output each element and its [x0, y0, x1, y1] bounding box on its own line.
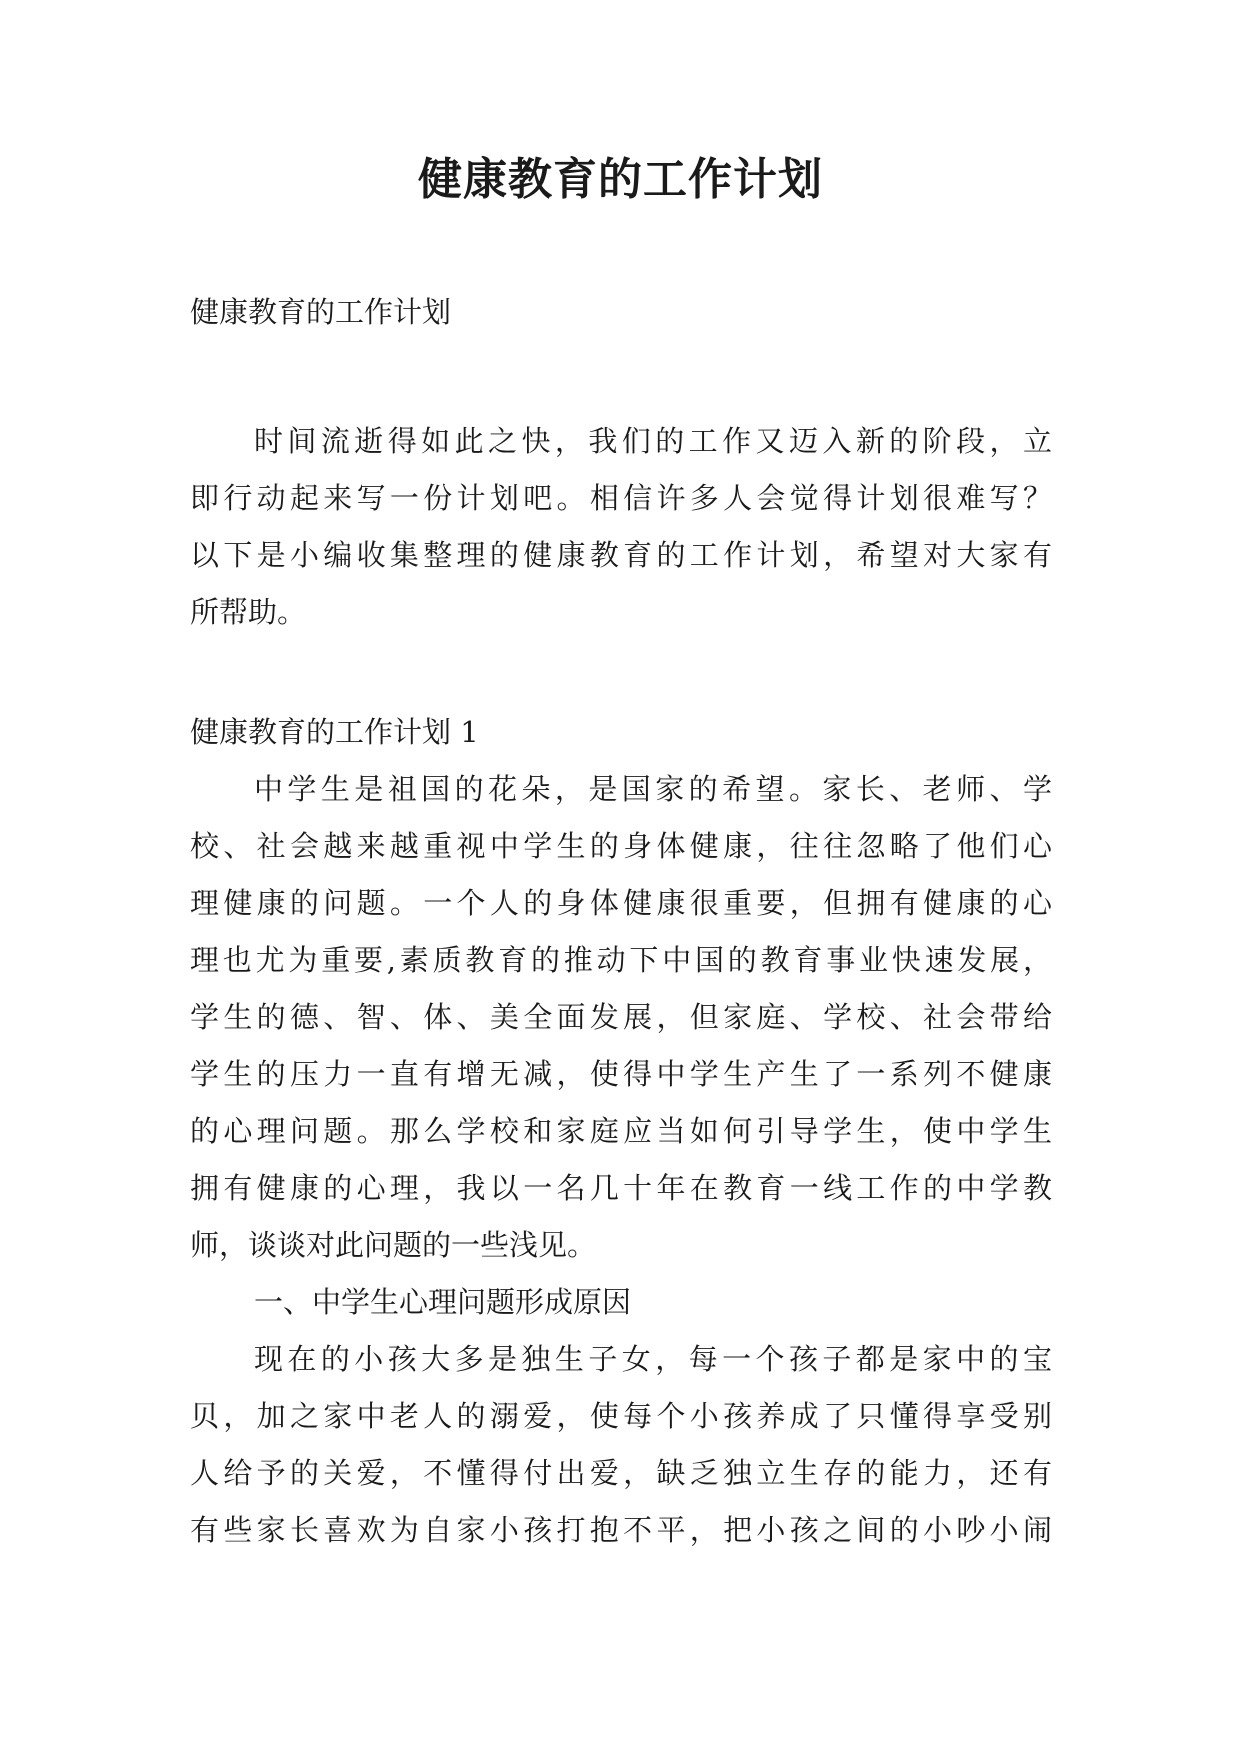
document-title: 健康教育的工作计划: [418, 154, 823, 205]
point-heading: 一、中学生心理问题形成原因: [254, 1285, 632, 1319]
paragraph-line: 学生的德、智、体、美全面发展，但家庭、学校、社会带给: [190, 1000, 1052, 1034]
paragraph-line: 理健康的问题。一个人的身体健康很重要，但拥有健康的心: [190, 886, 1052, 920]
paragraph-line: 人给予的关爱，不懂得付出爱，缺乏独立生存的能力，还有: [190, 1456, 1052, 1490]
paragraph-line: 即行动起来写一份计划吧。相信许多人会觉得计划很难写？: [190, 481, 1052, 515]
section-heading: 健康教育的工作计划 1: [190, 715, 479, 749]
document-body: [190, 284, 1052, 1559]
paragraph-line: 有些家长喜欢为自家小孩打抱不平，把小孩之间的小吵小闹: [190, 1513, 1052, 1547]
section-paragraph-1: [190, 761, 1052, 1274]
paragraph-line: 贝，加之家中老人的溺爱，使每个小孩养成了只懂得享受别: [190, 1399, 1052, 1433]
paragraph-line: 学生的压力一直有增无减，使得中学生产生了一系列不健康: [190, 1057, 1052, 1091]
paragraph-line: 师，谈谈对此问题的一些浅见。: [190, 1228, 597, 1262]
paragraph-line: 理也尤为重要,素质教育的推动下中国的教育事业快速发展，: [190, 943, 1052, 977]
paragraph-line: 现在的小孩大多是独生子女，每一个孩子都是家中的宝: [254, 1342, 1052, 1376]
section-paragraph-2: [190, 1331, 1052, 1559]
paragraph-line: 校、社会越来越重视中学生的身体健康，往往忽略了他们心: [190, 829, 1052, 863]
paragraph-line: 的心理问题。那么学校和家庭应当如何引导学生，使中学生: [190, 1114, 1052, 1148]
paragraph-line: 拥有健康的心理，我以一名几十年在教育一线工作的中学教: [190, 1171, 1052, 1205]
paragraph-line: 所帮助。: [190, 595, 307, 629]
paragraph-line: 时间流逝得如此之快，我们的工作又迈入新的阶段，立: [254, 424, 1052, 458]
paragraph-line: 中学生是祖国的花朵，是国家的希望。家长、老师、学: [254, 772, 1052, 806]
paragraph-line: 以下是小编收集整理的健康教育的工作计划，希望对大家有: [190, 538, 1052, 572]
document-subtitle: 健康教育的工作计划: [190, 295, 452, 329]
intro-paragraph: [190, 413, 1052, 641]
